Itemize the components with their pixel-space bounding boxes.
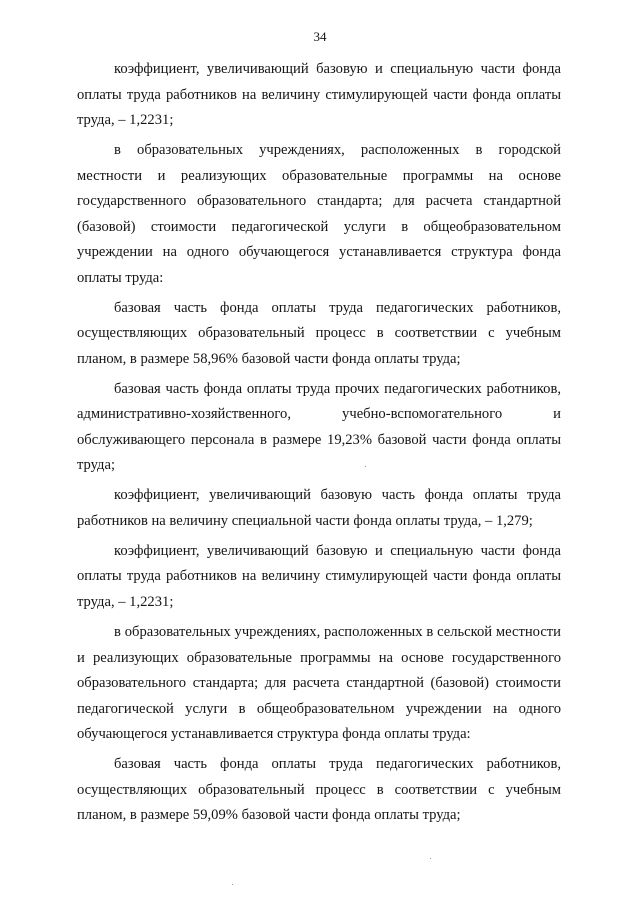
scan-speck [232,884,233,885]
paragraph-rural-teaching-staff-share: базовая часть фонда оплаты труда педагогических работников, осуществляющих образовательный процесс в соответствии с учебным планом, в размере 59,09% базовой части фонда оплаты труда; [77,756,561,824]
scan-speck [365,466,366,467]
scan-speck [430,858,431,859]
page-number: 34 [313,29,327,44]
paragraph-urban-schools-structure: в образовательных учреждениях, расположенных в городской местности и реализующих образовательные программы на основе государственного образовательного стандарта; для расчета стандартной (базовой) стоимости педагогической услуги в общеобразовательном учреждении на одного обучающегося устанавливается структура фонда оплаты труда: [77,142,561,286]
paragraph-stimulating-coefficient-urban: коэффициент, увеличивающий базовую и специальную части фонда оплаты труда работников на величину стимулирующей части фонда оплаты труда, – 1,2231; [77,61,561,128]
paragraph-urban-other-staff-share: базовая часть фонда оплаты труда прочих педагогических работников, административно-хозяйственного, учебно-вспомогательного и обслуживающего персонала в размере 19,23% базовой части фонда оплаты труда; [77,380,561,474]
document-body [77,57,561,833]
paragraph-urban-teaching-staff-share: базовая часть фонда оплаты труда педагогических работников, осуществляющих образовательный процесс в соответствии с учебным планом, в размере 58,96% базовой части фонда оплаты труда; [77,299,561,367]
paragraph-special-part-coefficient: коэффициент, увеличивающий базовую часть фонда оплаты труда работников на величину специальной части фонда оплаты труда, – 1,279; [77,487,561,529]
paragraph-rural-schools-structure: в образовательных учреждениях, расположенных в сельской местности и реализующих образовательные программы на основе государственного образовательного стандарта; для расчета стандартной (базовой) стоимости педагогической услуги в общеобразовательном учреждении на одного обучающегося устанавливается структура фонда оплаты труда: [77,624,561,743]
paragraph-stimulating-coefficient: коэффициент, увеличивающий базовую и специальную части фонда оплаты труда работников на величину стимулирующей части фонда оплаты труда, – 1,2231; [77,542,561,610]
